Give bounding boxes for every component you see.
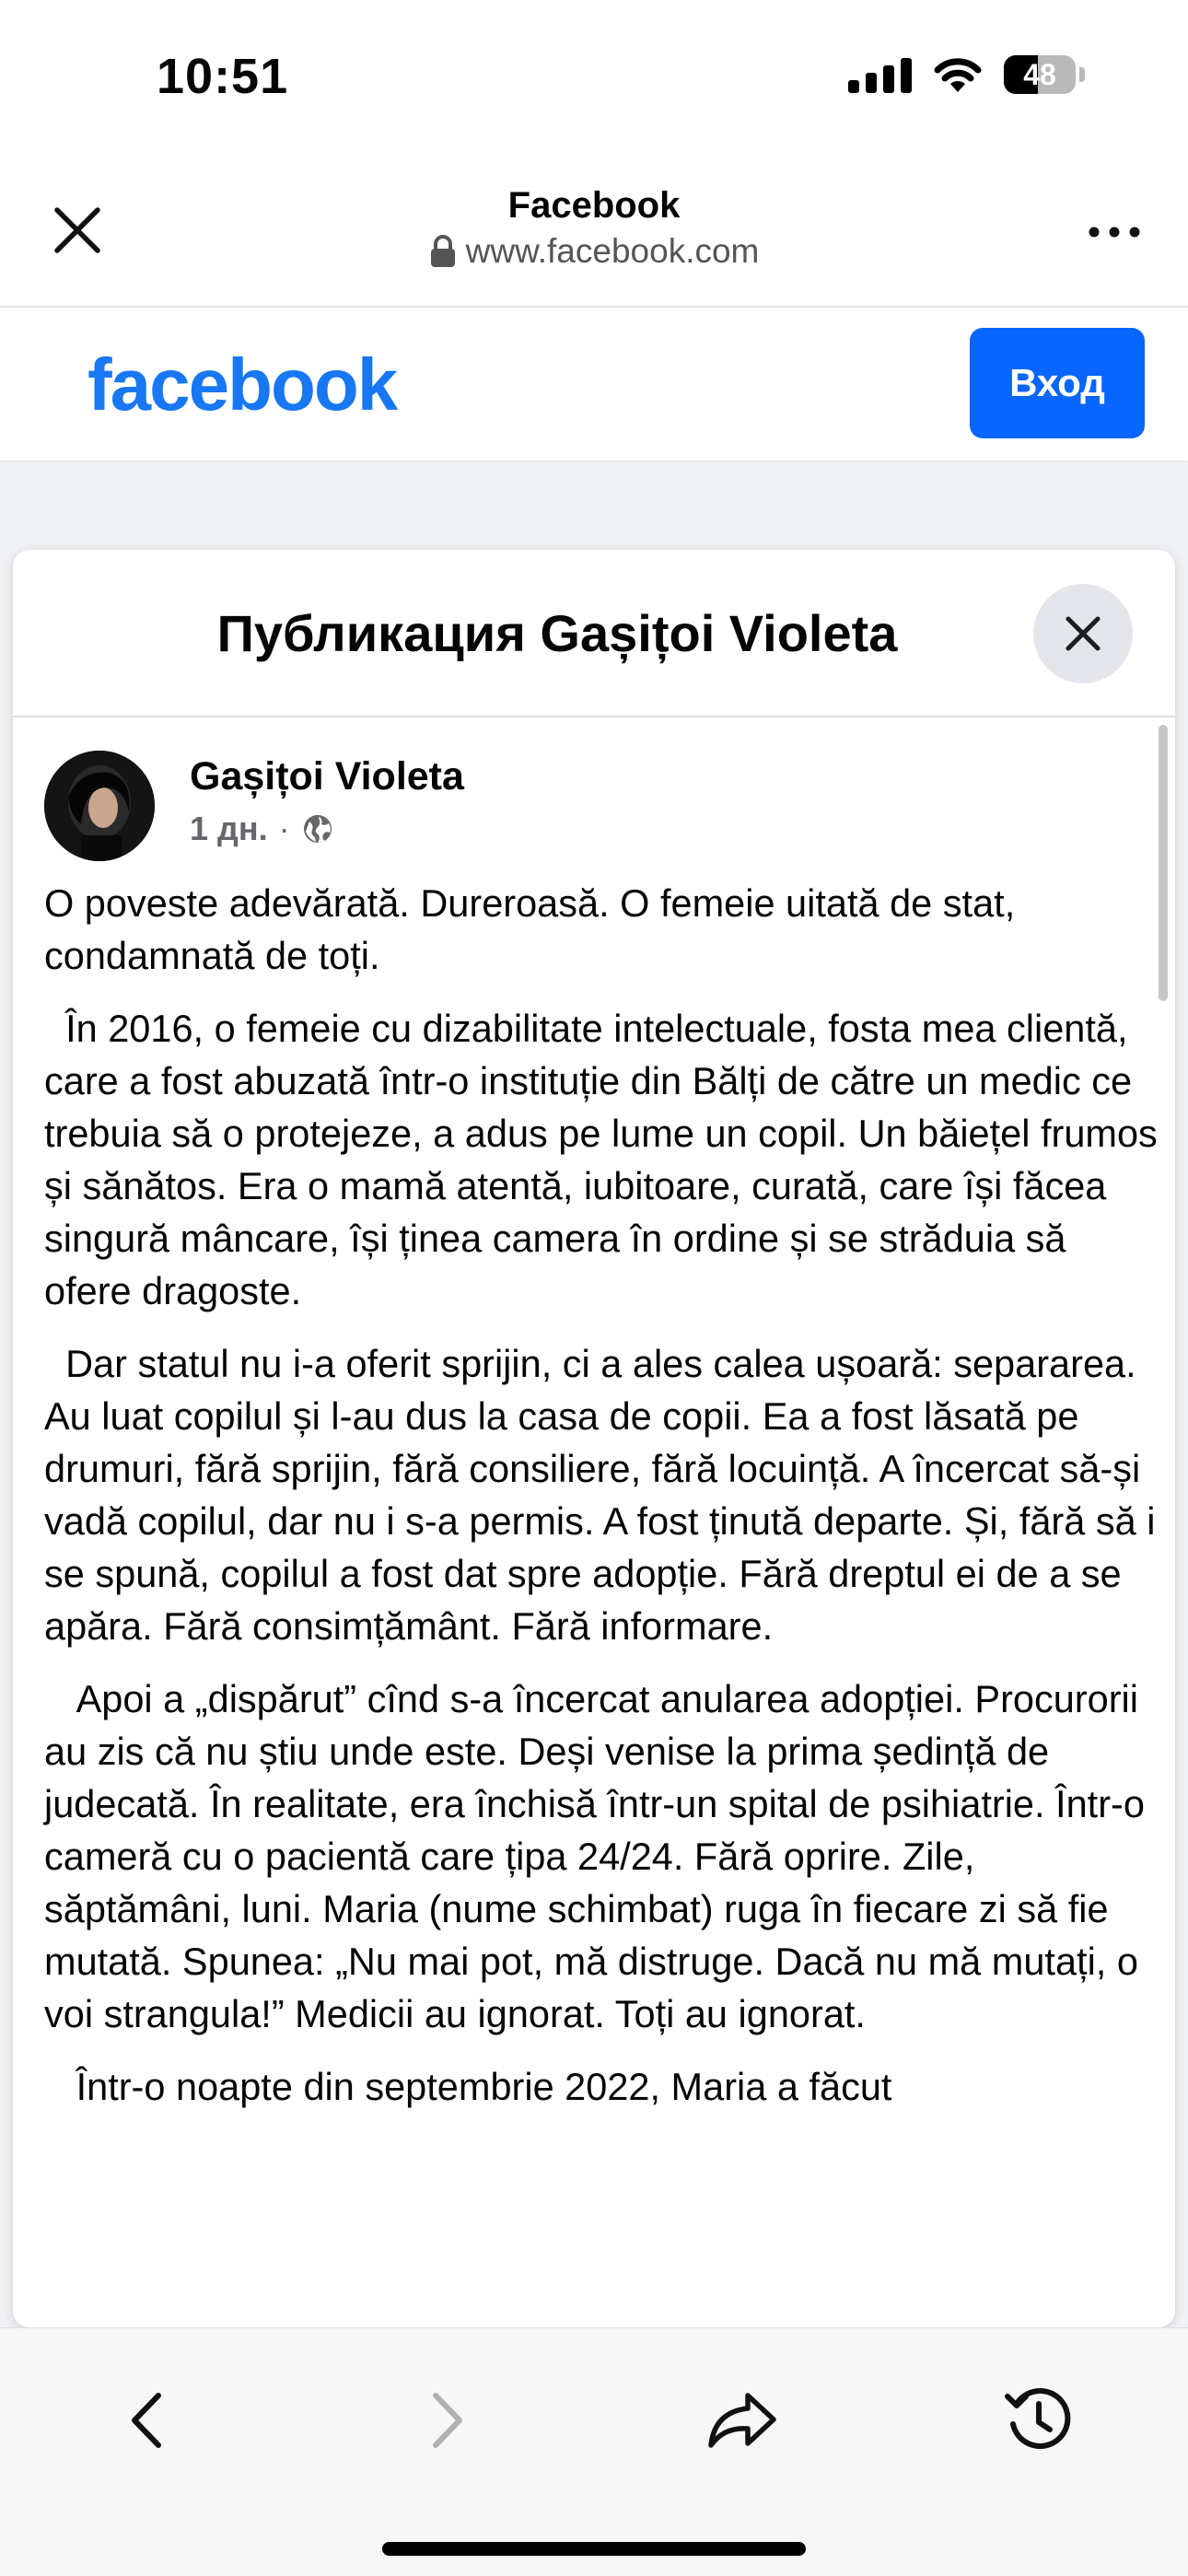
dialog-title: Публикация Gașițoi Violeta bbox=[216, 604, 898, 662]
chevron-right-icon bbox=[419, 2388, 474, 2453]
chevron-left-icon bbox=[120, 2388, 175, 2453]
forward-button[interactable] bbox=[401, 2374, 493, 2466]
login-button[interactable]: Вход bbox=[970, 328, 1145, 438]
history-button[interactable] bbox=[993, 2374, 1085, 2466]
more-icon[interactable] bbox=[1077, 212, 1151, 252]
browser-url: www.facebook.com bbox=[465, 232, 760, 270]
post-meta bbox=[190, 810, 334, 848]
share-button[interactable] bbox=[696, 2374, 788, 2466]
close-icon bbox=[1061, 612, 1105, 656]
post-text bbox=[44, 877, 1169, 2133]
browser-page-title: Facebook bbox=[507, 185, 681, 226]
post-paragraph: Apoi a „dispărut” cînd s-a încercat anularea adopției. Procurorii au zis că nu știu unde este. Deși venise la prima ședință de judecată. În realitate, era închisă într-un spital de psihiatrie. Într-o cameră cu o pacientă care țipa 24/24. Fără oprire. Zile, săptămâni, luni. Maria (nume schimbat) ruga în fiecare zi să fie mutată. Spunea: „Nu mai pot, mă distruge. Dacă nu mă mutați, o voi strangula!” Medicii au ignorat. Toți au ignorat. bbox=[44, 1677, 1156, 2035]
post-paragraph: În 2016, o femeie cu dizabilitate intelectuale, fosta mea clientă, care a fost abuzată într-o instituție din Bălți de către un medic ce trebuia să o protejeze, a adus pe lume un copil. Un băiețel frumos și sănătos. Era o mamă atentă, iubitoare, curată, care își făcea singură mâncare, își ținea camera în ordine și se străduia să ofere dragoste. bbox=[44, 1007, 1169, 1312]
browser-header bbox=[0, 161, 1188, 308]
browser-toolbar bbox=[0, 2327, 1188, 2576]
history-icon bbox=[1002, 2384, 1076, 2457]
dialog-close-button[interactable] bbox=[1033, 584, 1133, 683]
facebook-logo[interactable]: facebook bbox=[87, 344, 397, 425]
lock-icon bbox=[429, 235, 457, 268]
post-author-name[interactable]: Gașițoi Violeta bbox=[190, 754, 464, 798]
browser-url-bar[interactable] bbox=[0, 232, 1188, 271]
home-indicator[interactable] bbox=[382, 2542, 806, 2556]
battery-level: 48 bbox=[1023, 58, 1056, 91]
post-paragraph: Într-o noapte din septembrie 2022, Maria a făcut bbox=[44, 2065, 892, 2108]
dialog-header bbox=[13, 550, 1175, 717]
cellular-signal-icon bbox=[848, 56, 912, 93]
globe-icon bbox=[301, 812, 334, 845]
post-paragraph: O poveste adevărată. Dureroasă. O femeie uitată de stat, condamnată de toți. bbox=[44, 881, 1016, 977]
facebook-header bbox=[0, 308, 1188, 460]
battery-icon bbox=[1004, 55, 1076, 94]
post-author-row bbox=[44, 751, 1103, 861]
back-button[interactable] bbox=[101, 2374, 193, 2466]
avatar[interactable] bbox=[44, 751, 155, 861]
status-bar bbox=[0, 0, 1188, 161]
battery-tip bbox=[1079, 67, 1085, 82]
wifi-icon bbox=[932, 55, 984, 94]
post-paragraph: Dar statul nu i-a oferit sprijin, ci a ales calea ușoară: separarea. Au luat copilul și l-au dus la casa de copii. Ea a fost lăsată pe drumuri, fără sprijin, fără consiliere, fără locuință. A încercat să-și vadă copilul, dar nu i s-a permis. A fost ținută departe. Și, fără să i se spună, copilul a fost dat spre adopție. Fără dreptul ei de a se apăra. Fără consimțământ. Fără informare. bbox=[44, 1342, 1166, 1648]
share-arrow-icon bbox=[705, 2388, 779, 2453]
post-date[interactable]: 1 дн. bbox=[190, 810, 268, 847]
meta-separator: · bbox=[278, 810, 290, 847]
post-dialog bbox=[13, 550, 1175, 2327]
status-time: 10:51 bbox=[157, 49, 289, 104]
status-icons bbox=[848, 55, 1085, 94]
